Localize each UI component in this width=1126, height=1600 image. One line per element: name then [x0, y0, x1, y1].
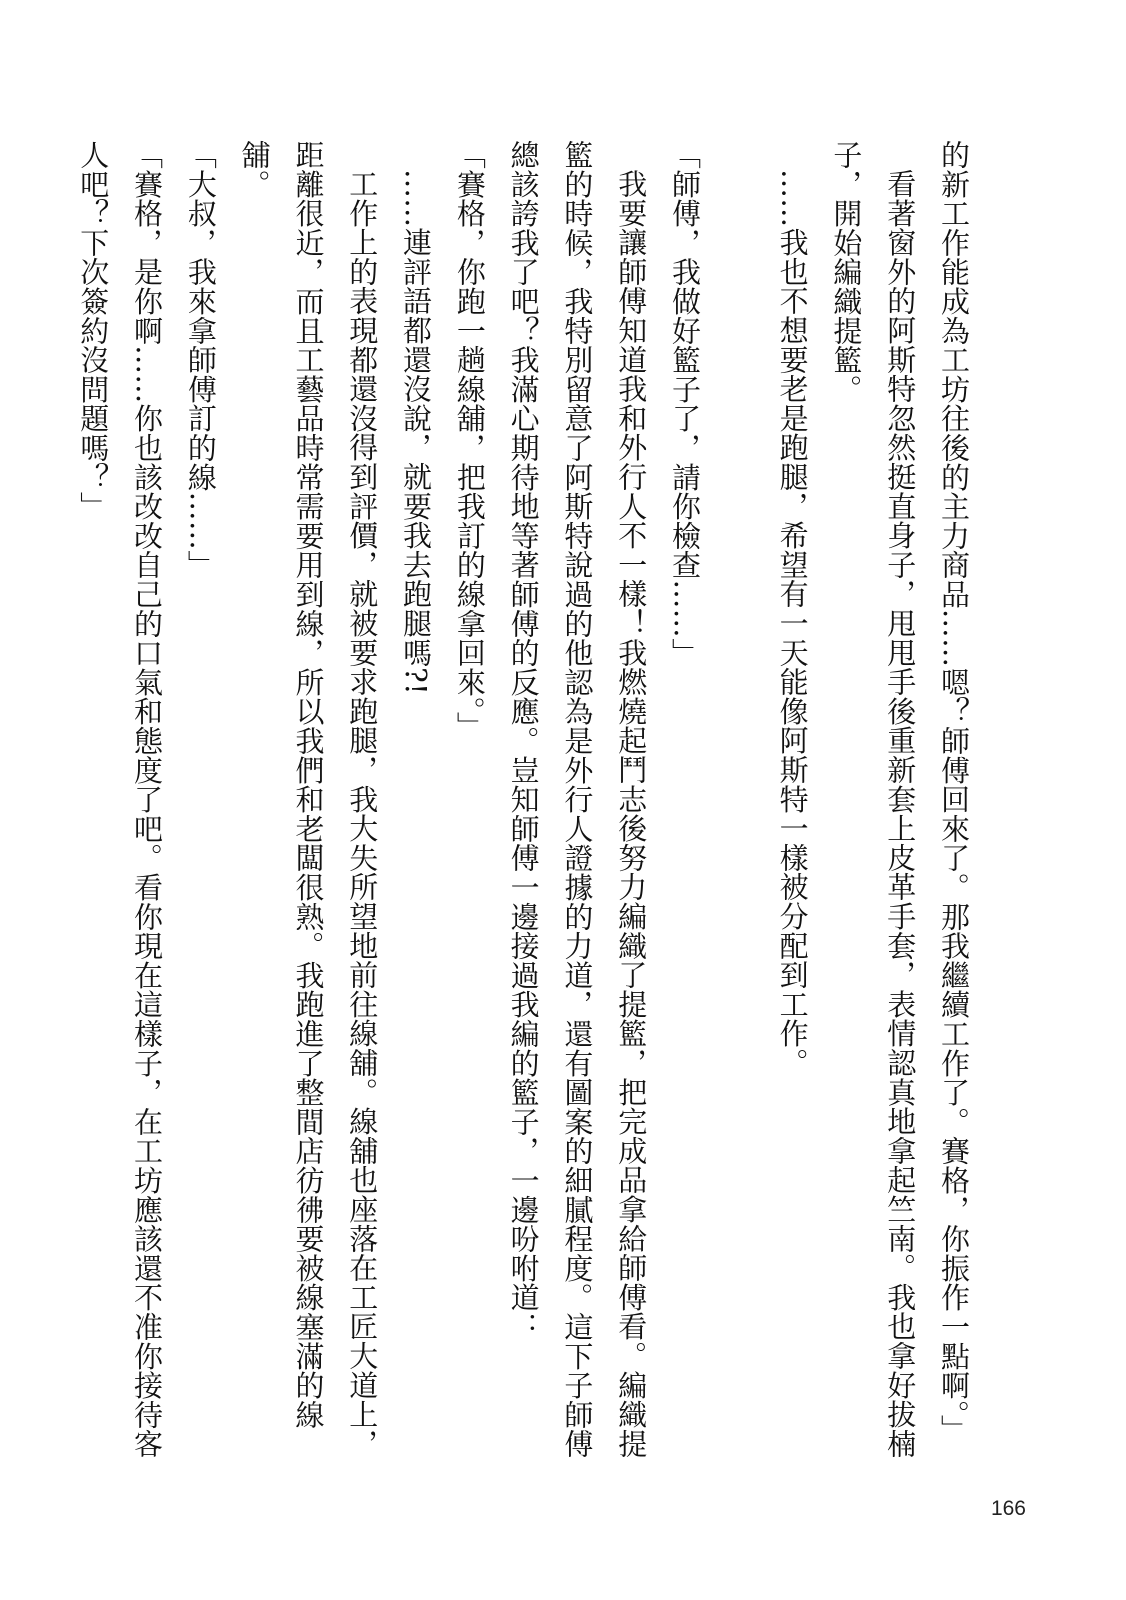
paragraph: 「賽格，是你啊……你也該改改自己的口氣和態度了吧。看你現在這樣子，在工坊應該還不准你接待客人吧？下次簽約沒問題嗎？」: [76, 140, 165, 1459]
paragraph: 我要讓師傅知道我和外行人不一樣！我燃燒起鬥志後努力編織了提籃，把完成品拿給師傅看。編織提籃的時候，我特別留意了阿斯特說過的他認為是外行人證據的力道，還有圖案的細膩程度。這下子師傅總該誇我了吧？我滿心期待地等著師傅的反應。豈知師傅一邊接過我編的籃子，一邊吩咐道：: [506, 140, 649, 1459]
paragraph: 「大叔，我來拿師傅訂的線……」: [183, 140, 218, 580]
paragraph: 工作上的表現都還沒得到評價，就被要求跑腿，我大失所望地前往線舖。線舖也座落在工匠大道上，距離很近，而且工藝品時常需要用到線，所以我們和老闆很熟。我跑進了整間店彷彿要被線塞滿的線舖。: [237, 140, 380, 1459]
page-number: 166: [990, 1497, 1026, 1520]
blank-line: [711, 140, 765, 1470]
paragraph: 的新工作能成為工坊往後的主力商品……嗯？師傅回來了。那我繼續工作了。賽格，你振作一點啊。」: [937, 140, 971, 1444]
paragraph: ……我也不想要老是跑腿，希望有一天能像阿斯特一樣被分配到工作。: [775, 169, 810, 1078]
paragraph: 「賽格，你跑一趟線舖，把我訂的線拿回來。」: [452, 140, 487, 741]
vertical-text-block: [76, 140, 980, 1470]
paragraph: 看著窗外的阿斯特忽然挺直身子，甩甩手後重新套上皮革手套，表情認真地拿起竺南。我也拿好拔楠子，開始編織提籃。: [829, 140, 918, 1459]
paragraph: 「師傅，我做好籃子了，請你檢查……」: [668, 140, 703, 668]
paragraph: ……連評語都還沒說，就要我去跑腿嗎?!: [399, 169, 434, 695]
